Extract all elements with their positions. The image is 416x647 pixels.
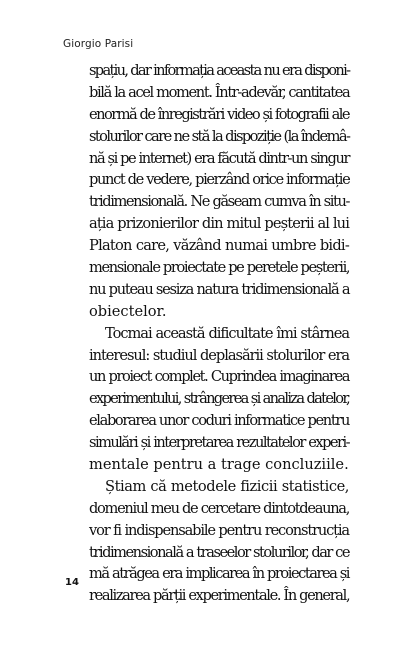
text-line: vor fi indispensabile pentru reconstrucția <box>89 521 349 539</box>
text-line: bilă la acel moment. Într-adevăr, cantitatea <box>89 83 350 101</box>
body-text <box>89 60 349 607</box>
text-line: punct de vedere, pierzând orice informație <box>89 171 350 189</box>
text-line: mă atrăgea era implicarea în proiectarea și <box>89 565 349 583</box>
text-line: Știam că metodele fizicii statistice, <box>105 477 349 495</box>
text-line: ația prizonierilor din mitul peșterii al lui <box>89 215 349 233</box>
text-line: un proiect complet. Cuprindea imaginarea <box>89 368 349 386</box>
text-line: tridimensională. Ne găseam cumva în situ- <box>89 193 349 211</box>
text-line: interesul: studiul deplasării stolurilor era <box>89 346 350 364</box>
text-line: nă și pe internet) era făcută dintr-un singur <box>89 149 349 167</box>
text-line: tridimensională a traseelor stolurilor, dar ce <box>89 543 349 561</box>
text-line: spațiu, dar informația aceasta nu era disponi- <box>89 62 350 79</box>
text-line: Platon care, văzând numai umbre bidi- <box>89 237 349 255</box>
text-line: enormă de înregistrări video și fotografii ale <box>89 105 349 123</box>
text-line: mensionale proiectate pe peretele peșterii, <box>89 259 350 277</box>
text-line: Tocmai această dificultate îmi stârnea <box>105 324 349 342</box>
text-line: obiectelor. <box>89 302 167 320</box>
running-head: Giorgio Parisi <box>63 38 134 50</box>
text-line: simulări și interpretarea rezultatelor experi- <box>89 434 349 452</box>
page-number: 14 <box>65 577 79 588</box>
text-line: realizarea părții experimentale. În general, <box>89 587 350 605</box>
text-line: domeniul meu de cercetare dintotdeauna, <box>89 499 350 517</box>
text-line: elaborarea unor coduri informatice pentru <box>89 412 349 430</box>
text-line: experimentului, strângerea și analiza datelor, <box>89 390 349 408</box>
text-line: mentale pentru a trage concluziile. <box>89 456 349 474</box>
text-line: nu puteau sesiza natura tridimensională a <box>89 280 350 298</box>
text-line: stolurilor care ne stă la dispoziție (la îndemâ- <box>89 127 350 145</box>
